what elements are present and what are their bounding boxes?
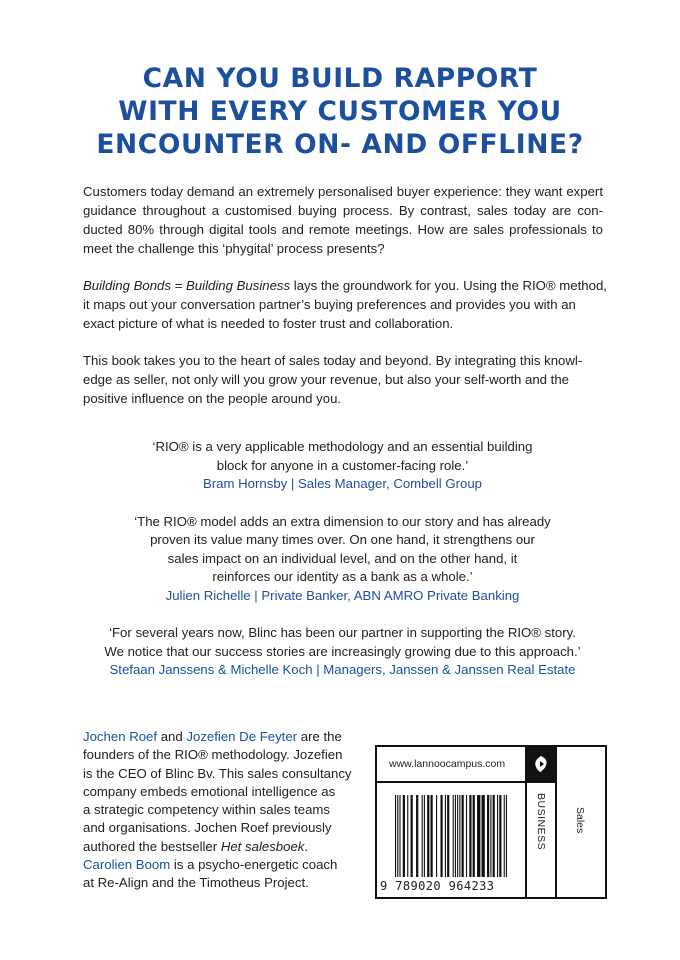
lannoo-logo-icon	[525, 747, 557, 783]
headline-line: ENCOUNTER ON- AND OFFLINE?	[96, 129, 584, 160]
barcode-bar	[499, 795, 501, 877]
barcode-bar	[399, 795, 400, 877]
book-title: Building Bonds = Building Business	[83, 278, 291, 293]
text-line: it maps out your conversation partner’s buying preferences and provides you with an	[83, 297, 576, 312]
barcode-bar	[411, 795, 413, 877]
barcode-bar	[490, 795, 491, 877]
quote-line: block for anyone in a customer-facing role.’	[216, 457, 469, 473]
barcode-bar	[473, 795, 475, 877]
isbn-number: 9 789020 964233	[380, 879, 495, 893]
bio-line: Jochen Roef and Jozefien De Feyter are the	[83, 729, 342, 744]
barcode-bar	[397, 795, 398, 877]
barcode-bars	[395, 795, 507, 877]
barcode-bar	[416, 795, 418, 877]
barcode-bar	[469, 795, 471, 877]
category-column	[525, 783, 557, 899]
blurb-paragraph-3	[83, 351, 603, 408]
quote-attribution: Julien Richelle | Private Banker, ABN AMRO Private Banking	[165, 587, 520, 603]
author-name: Jochen Roef	[83, 729, 158, 744]
testimonial-1	[80, 438, 605, 494]
headline-line: CAN YOU BUILD RAPPORT	[142, 63, 538, 94]
bio-line: authored the bestseller Het salesboek.	[83, 838, 309, 854]
bio-line: and organisations. Jochen Roef previously	[83, 820, 332, 836]
quote-line: reinforces our identity as a bank as a whole.’	[212, 569, 473, 584]
barcode-bar	[477, 795, 480, 877]
text-line: positive influence on the people around you.	[83, 391, 342, 406]
barcode-bar	[445, 795, 446, 877]
testimonials	[80, 438, 605, 699]
subject-column	[557, 747, 607, 897]
barcode-bar	[506, 795, 507, 877]
barcode-bar	[504, 795, 505, 877]
barcode-bar	[493, 795, 495, 877]
bio-line: at Re-Align and the Timotheus Project.	[83, 875, 309, 891]
quote-line: sales impact on an individual level, and on the other hand, it	[167, 550, 518, 566]
barcode-bar	[481, 795, 484, 877]
barcode-bar	[422, 795, 423, 877]
author-name: Jozefien De Feyter	[186, 729, 298, 744]
quote-attribution: Bram Hornsby | Sales Manager, Combell Group	[202, 476, 483, 491]
publisher-url: www.lannoocampus.com	[377, 747, 527, 783]
testimonial-3	[80, 624, 605, 680]
author-bio	[83, 728, 352, 893]
category-label: BUSINESS	[535, 793, 547, 851]
bio-line: a strategic competency within sales teams	[83, 802, 331, 818]
barcode-bar	[487, 795, 489, 877]
barcode-bar	[403, 795, 405, 877]
bio-line: is the CEO of Blinc Bv. This sales consultancy	[83, 765, 352, 781]
barcode-bar	[459, 795, 460, 877]
barcode-bar	[407, 795, 408, 877]
barcode-bar	[462, 795, 464, 877]
barcode-bar	[497, 795, 498, 877]
barcode-bar	[457, 795, 458, 877]
text-line: edge as seller, not only will you grow your revenue, but also your self-worth and the	[83, 372, 570, 387]
text-line: Customers today demand an extremely personalised buyer experience: they want expert	[83, 184, 603, 199]
blurb-paragraph-2	[83, 276, 607, 333]
quote-line: ‘For several years now, Blinc has been our partner in supporting the RIO® story.	[109, 625, 576, 640]
text-line: This book takes you to the heart of sales today and beyond. By integrating this knowl-	[83, 353, 583, 368]
text-line: Building Bonds = Building Business lays the groundwork for you. Using the RIO® method,	[83, 278, 607, 293]
bio-line: founders of the RIO® methodology. Jozefien	[83, 747, 343, 763]
quote-attribution: Stefaan Janssens & Michelle Koch | Managers, Janssen & Janssen Real Estate	[109, 662, 576, 677]
barcode-bar	[424, 795, 425, 877]
blurb-paragraph-1	[83, 182, 603, 258]
back-cover-headline	[40, 62, 640, 161]
text-line: exact picture of what is needed to foster trust and collaboration.	[83, 316, 454, 331]
headline-line: WITH EVERY CUSTOMER YOU	[118, 96, 562, 127]
text-line: guidance throughout a customised buying process. By contrast, sales today are con-	[83, 203, 603, 218]
bio-line: Carolien Boom is a psycho-energetic coach	[83, 857, 338, 873]
testimonial-2	[80, 513, 605, 606]
text-line: ducted 80% through digital tools and remote meetings. How are sales professionals to	[83, 222, 603, 237]
blurb	[83, 182, 607, 426]
barcode-bar	[430, 795, 432, 877]
barcode-bar	[466, 795, 467, 877]
quote-line: ‘The RIO® model adds an extra dimension to our story and has already	[134, 513, 551, 529]
barcode-bar	[447, 795, 449, 877]
author-name: Carolien Boom	[83, 857, 171, 873]
quote-line: We notice that our success stories are increasingly growing due to this approach.’	[104, 643, 581, 659]
book-title: Het salesboek	[220, 838, 305, 854]
barcode-bar	[395, 795, 396, 877]
text-line: meet the challenge this ‘phygital’ process presents?	[83, 241, 385, 256]
barcode-bar	[436, 795, 437, 877]
barcode-bar	[455, 795, 456, 877]
barcode-bar	[440, 795, 442, 877]
subject-label: Sales	[574, 807, 586, 834]
barcode-bar	[453, 795, 454, 877]
logo-shape	[533, 755, 549, 773]
quote-line: ‘RIO® is a very applicable methodology and an essential building	[152, 439, 533, 454]
quote-line: proven its value many times over. On one hand, it strengthens our	[150, 532, 535, 547]
barcode-bar	[427, 795, 429, 877]
barcode-panel	[375, 745, 607, 899]
bio-line: company embeds emotional intelligence as	[83, 783, 336, 799]
